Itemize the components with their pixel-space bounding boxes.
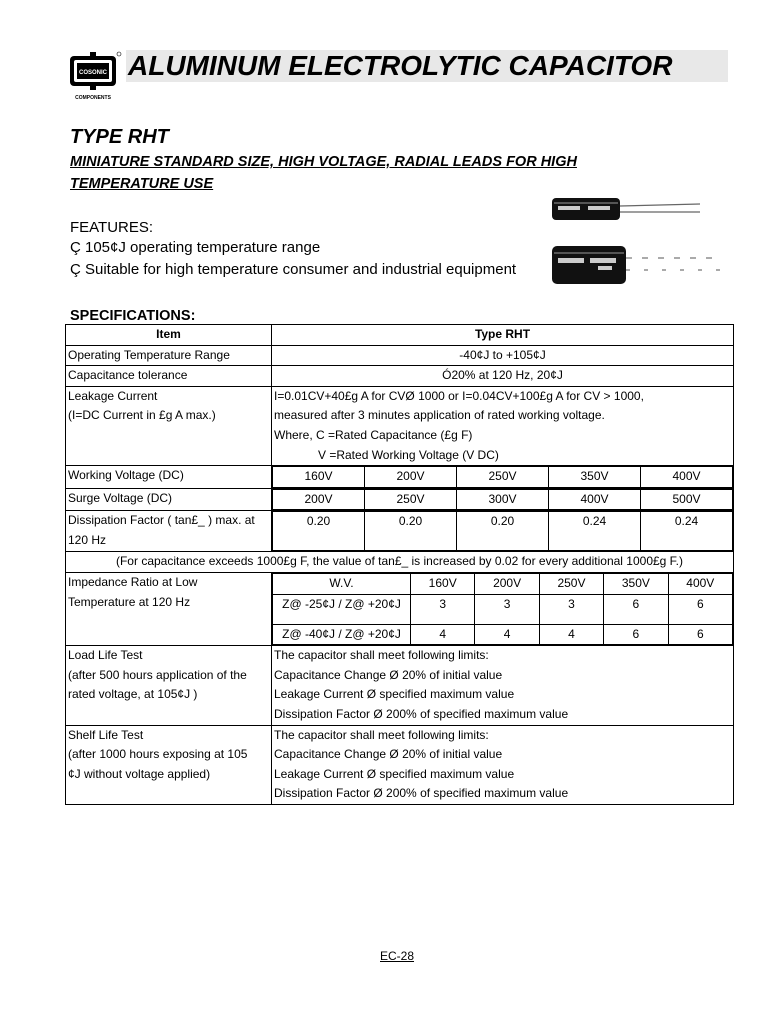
shelf-life-label-line: Shelf Life Test — [68, 727, 144, 742]
op-temp-value: -40¢J to +105¢J — [272, 345, 734, 366]
cap-tol-label: Capacitance tolerance — [66, 366, 272, 387]
features-heading: FEATURES: — [70, 219, 154, 236]
header-type: Type RHT — [272, 325, 734, 346]
shelf-life-line: Capacitance Change Ø 20% of initial value — [274, 747, 503, 762]
working-voltage-values — [272, 466, 733, 488]
surge-voltage-label: Surge Voltage (DC) — [66, 488, 272, 511]
cell: 300V — [457, 489, 549, 510]
cosonic-logo — [68, 50, 122, 102]
dissipation-label — [66, 511, 272, 552]
cell: 200V — [365, 467, 457, 488]
cell: 3 — [411, 594, 475, 624]
cell: 4 — [475, 624, 539, 645]
feature-item: Ç 105¢J operating temperature range — [70, 239, 321, 256]
cell: 200V — [475, 573, 539, 594]
page-number: EC-28 — [380, 949, 415, 963]
load-life-label-line: Load Life Test — [68, 648, 143, 663]
load-life-line: Dissipation Factor Ø 200% of specified maximum value — [274, 706, 569, 721]
leakage-line: V =Rated Working Voltage (V DC) — [318, 447, 499, 462]
cell: 0.24 — [549, 512, 641, 551]
type-title: TYPE RHT — [70, 126, 169, 148]
impedance-table — [272, 573, 733, 645]
cell: 400V — [549, 489, 641, 510]
cell: 3 — [475, 594, 539, 624]
logo-brand-text: COSONIC — [78, 70, 108, 76]
header-item: Item — [66, 325, 272, 346]
logo-subtext: COMPONENTS — [75, 95, 111, 101]
load-life-label — [66, 646, 272, 725]
table-row — [66, 725, 734, 804]
cap-tol-value: Ó20% at 120 Hz, 20¢J — [272, 366, 734, 387]
cell: 0.20 — [273, 512, 365, 551]
load-life-value — [272, 646, 734, 725]
table-row — [66, 572, 734, 645]
table-row — [66, 511, 734, 552]
leakage-line: Where, C =Rated Capacitance (£g F) — [274, 427, 473, 442]
table-row — [66, 488, 734, 511]
op-temp-label: Operating Temperature Range — [66, 345, 272, 366]
leakage-line: I=0.01CV+40£g A for CVØ 1000 or I=0.04CV+100£g A for CV > 1000, — [274, 388, 644, 403]
wv-label: W.V. — [273, 573, 411, 594]
load-life-label-line: (after 500 hours application of the — [68, 667, 247, 682]
shelf-life-value — [272, 725, 734, 804]
shelf-life-label-line: (after 1000 hours exposing at 105 — [68, 747, 248, 762]
cell: 160V — [273, 467, 365, 488]
cell: 0.20 — [457, 512, 549, 551]
cell: 6 — [604, 594, 668, 624]
load-life-line: The capacitor shall meet following limits: — [274, 648, 489, 663]
table-row — [66, 646, 734, 725]
table-row — [66, 366, 734, 387]
load-life-label-line: rated voltage, at 105¢J ) — [68, 687, 198, 702]
impedance-label-line: Temperature at 120 Hz — [68, 594, 191, 609]
page-title: ALUMINUM ELECTROLYTIC CAPACITOR — [128, 50, 673, 81]
table-row — [66, 552, 734, 573]
load-life-line: Capacitance Change Ø 20% of initial value — [274, 667, 503, 682]
cell: 400V — [641, 467, 733, 488]
table-row — [66, 466, 734, 489]
cell: 400V — [668, 573, 732, 594]
cell: 250V — [539, 573, 603, 594]
cell: 200V — [273, 489, 365, 510]
cell: 160V — [411, 573, 475, 594]
cell: 500V — [641, 489, 733, 510]
subtitle-line-2: TEMPERATURE USE — [70, 176, 214, 192]
shelf-life-label — [66, 725, 272, 804]
cell: 4 — [411, 624, 475, 645]
subtitle-line-1: MINIATURE STANDARD SIZE, HIGH VOLTAGE, RADIAL LEADS FOR HIGH — [70, 154, 577, 170]
cell: 250V — [457, 467, 549, 488]
shelf-life-line: Dissipation Factor Ø 200% of specified maximum value — [274, 786, 569, 801]
dissipation-values — [272, 511, 733, 551]
cell: 0.20 — [365, 512, 457, 551]
specifications-heading: SPECIFICATIONS: — [70, 308, 196, 324]
surge-voltage-values — [272, 489, 733, 511]
cell: 0.24 — [641, 512, 733, 551]
impedance-label — [66, 572, 272, 645]
table-row — [66, 386, 734, 465]
specifications-table — [65, 324, 734, 805]
dissipation-label-line: 120 Hz — [68, 532, 107, 547]
leakage-label-line: Leakage Current — [68, 388, 158, 403]
dissipation-label-line: Dissipation Factor ( tan£_ ) max. at — [68, 513, 255, 528]
cell: 6 — [668, 594, 732, 624]
cell: 350V — [604, 573, 668, 594]
cell: 6 — [604, 624, 668, 645]
shelf-life-label-line: ¢J without voltage applied) — [68, 766, 211, 781]
cell: 3 — [539, 594, 603, 624]
capacitor-photo-small — [552, 190, 702, 226]
leakage-value — [272, 386, 734, 465]
working-voltage-label: Working Voltage (DC) — [66, 466, 272, 489]
cell: 350V — [549, 467, 641, 488]
load-life-line: Leakage Current Ø specified maximum value — [274, 687, 515, 702]
dissipation-note: (For capacitance exceeds 1000£g F, the value of tan£_ is increased by 0.02 for every additional 1000£g F.) — [66, 552, 734, 573]
table-row — [66, 325, 734, 346]
shelf-life-line: The capacitor shall meet following limits: — [274, 727, 489, 742]
shelf-life-line: Leakage Current Ø specified maximum value — [274, 766, 515, 781]
feature-item: Ç Suitable for high temperature consumer and industrial equipment — [70, 261, 517, 278]
capacitor-photo-large — [552, 240, 722, 288]
leakage-label-line: (I=DC Current in £g A max.) — [68, 408, 216, 423]
leakage-label — [66, 386, 272, 465]
cell: 6 — [668, 624, 732, 645]
z-ratio-label: Z@ -40¢J / Z@ +20¢J — [273, 624, 411, 645]
cell: 4 — [539, 624, 603, 645]
leakage-line: measured after 3 minutes application of rated working voltage. — [274, 408, 605, 423]
cell: 250V — [365, 489, 457, 510]
z-ratio-label: Z@ -25¢J / Z@ +20¢J — [273, 594, 411, 624]
table-row — [66, 345, 734, 366]
impedance-label-line: Impedance Ratio at Low — [68, 574, 198, 589]
